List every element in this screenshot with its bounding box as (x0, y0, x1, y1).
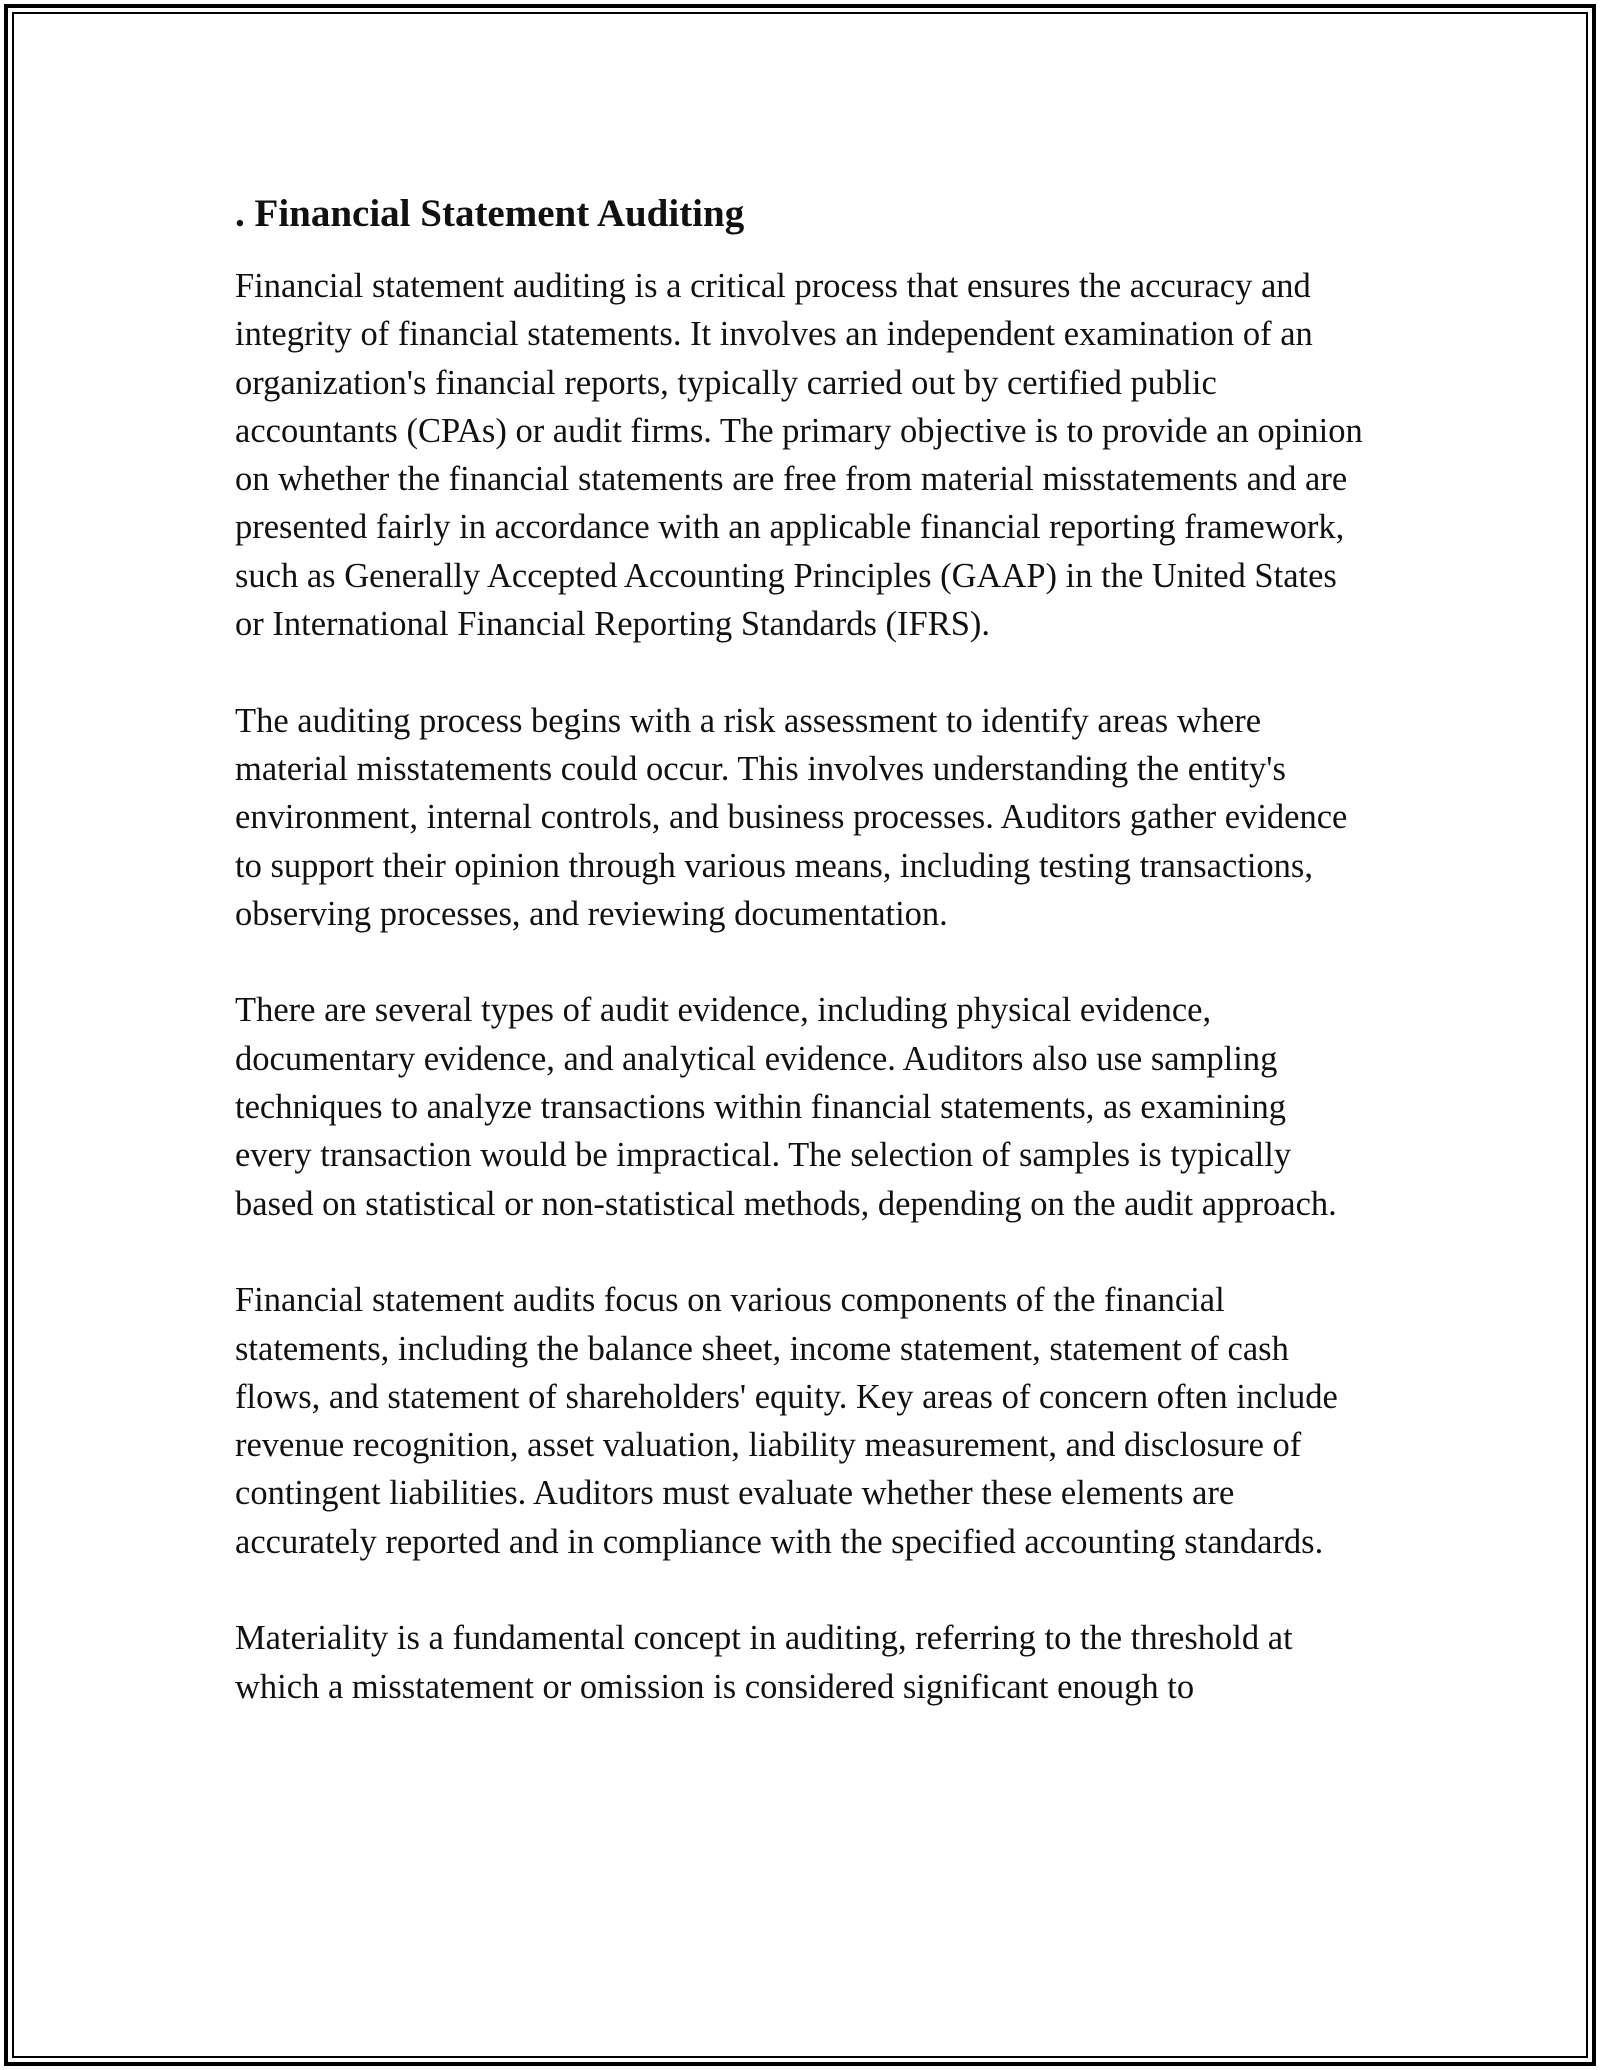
paragraph-5: Materiality is a fundamental concept in auditing, referring to the threshold at which a misstatement or omission is considered significant enough to (235, 1619, 1293, 1706)
paragraph-2: The auditing process begins with a risk assessment to identify areas where material misstatements could occur. This involves understanding the entity's environment, internal controls, and business processes. Auditors gather evidence to support their opinion through various means, including testing transactions, observing processes, and reviewing documentation. (235, 701, 1348, 933)
paragraph-1: Financial statement auditing is a critical process that ensures the accuracy and integrity of financial statements. It involves an independent examination of an organization's financial reports, typically carried out by certified public accountants (CPAs) or audit firms. The primary objective is to provide an opinion on whether the financial statements are free from material misstatements and are presented fairly in accordance with an applicable financial reporting framework, such as Generally Accepted Accounting Principles (GAAP) in the United States or International Financial Reporting Standards (IFRS). (235, 267, 1363, 644)
document-body (235, 186, 1370, 1759)
paragraph-4: Financial statement audits focus on various components of the financial statements, including the balance sheet, income statement, statement of cash flows, and statement of shareholders' equity. Key areas of concern often include revenue recognition, asset valuation, liability measurement, and disclosure of contingent liabilities. Auditors must evaluate whether these elements are accurately reported and in compliance with the specified accounting standards. (235, 1281, 1338, 1561)
section-heading: . Financial Statement Auditing (235, 192, 745, 235)
paragraph-3: There are several types of audit evidence, including physical evidence, documentary evidence, and analytical evidence. Auditors also use sampling techniques to analyze transactions within financial statements, as examining every transaction would be impractical. The selection of samples is typically based on statistical or non-statistical methods, depending on the audit approach. (235, 991, 1337, 1223)
